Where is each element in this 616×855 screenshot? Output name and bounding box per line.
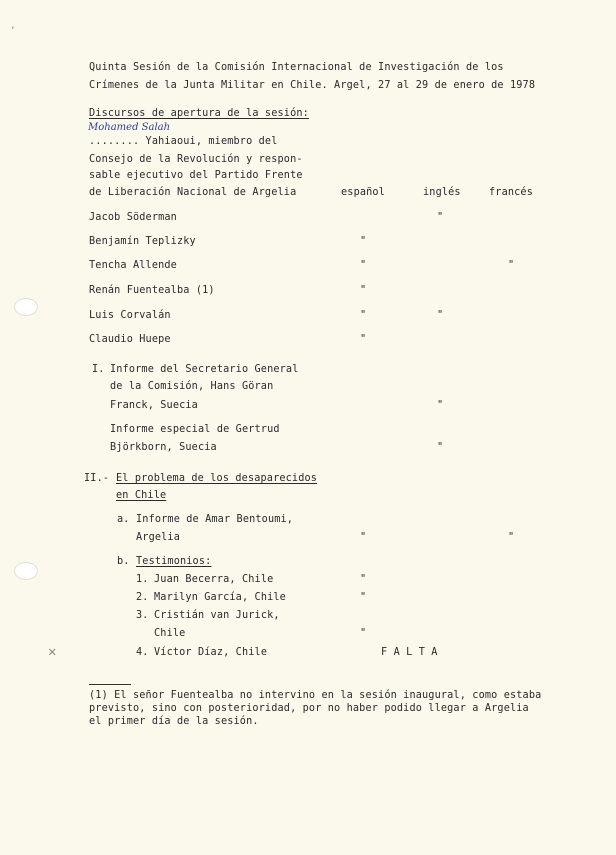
speaker-name: Benjamín Teplizky bbox=[89, 236, 196, 247]
speaker-name: Claudio Huepe bbox=[89, 334, 171, 345]
section2-number: II.- bbox=[84, 473, 110, 484]
speaker-es: " bbox=[360, 334, 367, 345]
section2-a-line-1: Informe de Amar Bentoumi, bbox=[136, 514, 294, 525]
section1-report-en: " bbox=[437, 400, 444, 411]
section2-a-fr: " bbox=[508, 532, 515, 543]
speaker-name: Jacob Söderman bbox=[89, 212, 177, 223]
section2-title-line-2: en Chile bbox=[116, 490, 167, 501]
speaker1-line-2: Consejo de la Revolución y respon- bbox=[89, 154, 303, 165]
footnote-rule bbox=[89, 684, 131, 685]
section2-a-label: a. bbox=[117, 514, 130, 525]
speaker-en: " bbox=[437, 212, 444, 223]
section1-special-line-2: Björkborn, Suecia bbox=[110, 442, 217, 453]
section2-b-heading: Testimonios: bbox=[136, 556, 212, 567]
testimony-text-2: Chile bbox=[154, 628, 186, 639]
testimony-number: 3. bbox=[136, 610, 149, 621]
pencil-x-mark: ✕ bbox=[48, 644, 57, 660]
column-french: francés bbox=[489, 187, 533, 198]
punch-hole-bottom bbox=[14, 562, 38, 580]
section1-special-line-1: Informe especial de Gertrud bbox=[110, 424, 280, 435]
speaker1-line-3: sable ejecutivo del Partido Frente bbox=[89, 170, 303, 181]
testimony-es: " bbox=[360, 592, 367, 603]
section2-b-label: b. bbox=[117, 556, 130, 567]
column-spanish: español bbox=[341, 187, 385, 198]
speaker-fr: " bbox=[508, 260, 515, 271]
punch-hole-top bbox=[14, 298, 38, 316]
testimony-es: " bbox=[360, 628, 367, 639]
speaker-es: " bbox=[360, 260, 367, 271]
testimony-text: Juan Becerra, Chile bbox=[154, 574, 274, 585]
section1-report-line-2: de la Comisión, Hans Göran bbox=[110, 381, 274, 392]
section1-number: I. bbox=[92, 364, 105, 375]
speaker-name: Luis Corvalán bbox=[89, 310, 171, 321]
header-line-2: Crímenes de la Junta Militar en Chile. Argel, 27 al 29 de enero de 1978 bbox=[89, 80, 536, 91]
section2-a-es: " bbox=[360, 532, 367, 543]
speaker-es: " bbox=[360, 310, 367, 321]
speaker-es: " bbox=[360, 236, 367, 247]
opening-heading: Discursos de apertura de la sesión: bbox=[89, 108, 309, 119]
testimony-number: 4. bbox=[136, 647, 149, 658]
section1-report-line-1: Informe del Secretario General bbox=[110, 364, 299, 375]
pencil-mark: ʼ bbox=[10, 26, 16, 36]
section2-a-line-2: Argelia bbox=[136, 532, 180, 543]
speaker1-line-1: ........ Yahiaoui, miembro del bbox=[89, 136, 278, 147]
testimony-text: Marilyn García, Chile bbox=[154, 592, 286, 603]
footnote-line-1: (1) El señor Fuentealba no intervino en la sesión inaugural, como estaba bbox=[89, 690, 542, 701]
speaker1-line-4: de Liberación Nacional de Argelia bbox=[89, 187, 297, 198]
testimony-number: 2. bbox=[136, 592, 149, 603]
speaker-name: Tencha Allende bbox=[89, 260, 177, 271]
footnote-line-3: el primer día de la sesión. bbox=[89, 716, 259, 727]
testimony-text: Cristián van Jurick, bbox=[154, 610, 280, 621]
speaker-name: Renán Fuentealba (1) bbox=[89, 285, 215, 296]
header-line-1: Quinta Sesión de la Comisión Internacional de Investigación de los bbox=[89, 62, 504, 73]
handwritten-name: Mohamed Salah bbox=[88, 122, 171, 133]
footnote-line-2: previsto, sino con posterioridad, por no haber podido llegar a Argelia bbox=[89, 703, 529, 714]
section1-special-en: " bbox=[437, 442, 444, 453]
testimony-text: Víctor Díaz, Chile bbox=[154, 647, 268, 658]
column-english: inglés bbox=[423, 187, 461, 198]
speaker-es: " bbox=[360, 285, 367, 296]
section1-report-line-3: Franck, Suecia bbox=[110, 400, 198, 411]
section2-title-line-1: El problema de los desaparecidos bbox=[116, 473, 318, 484]
speaker-en: " bbox=[437, 310, 444, 321]
testimony-es: " bbox=[360, 574, 367, 585]
testimony-status: F A L T A bbox=[381, 647, 438, 658]
testimony-number: 1. bbox=[136, 574, 149, 585]
